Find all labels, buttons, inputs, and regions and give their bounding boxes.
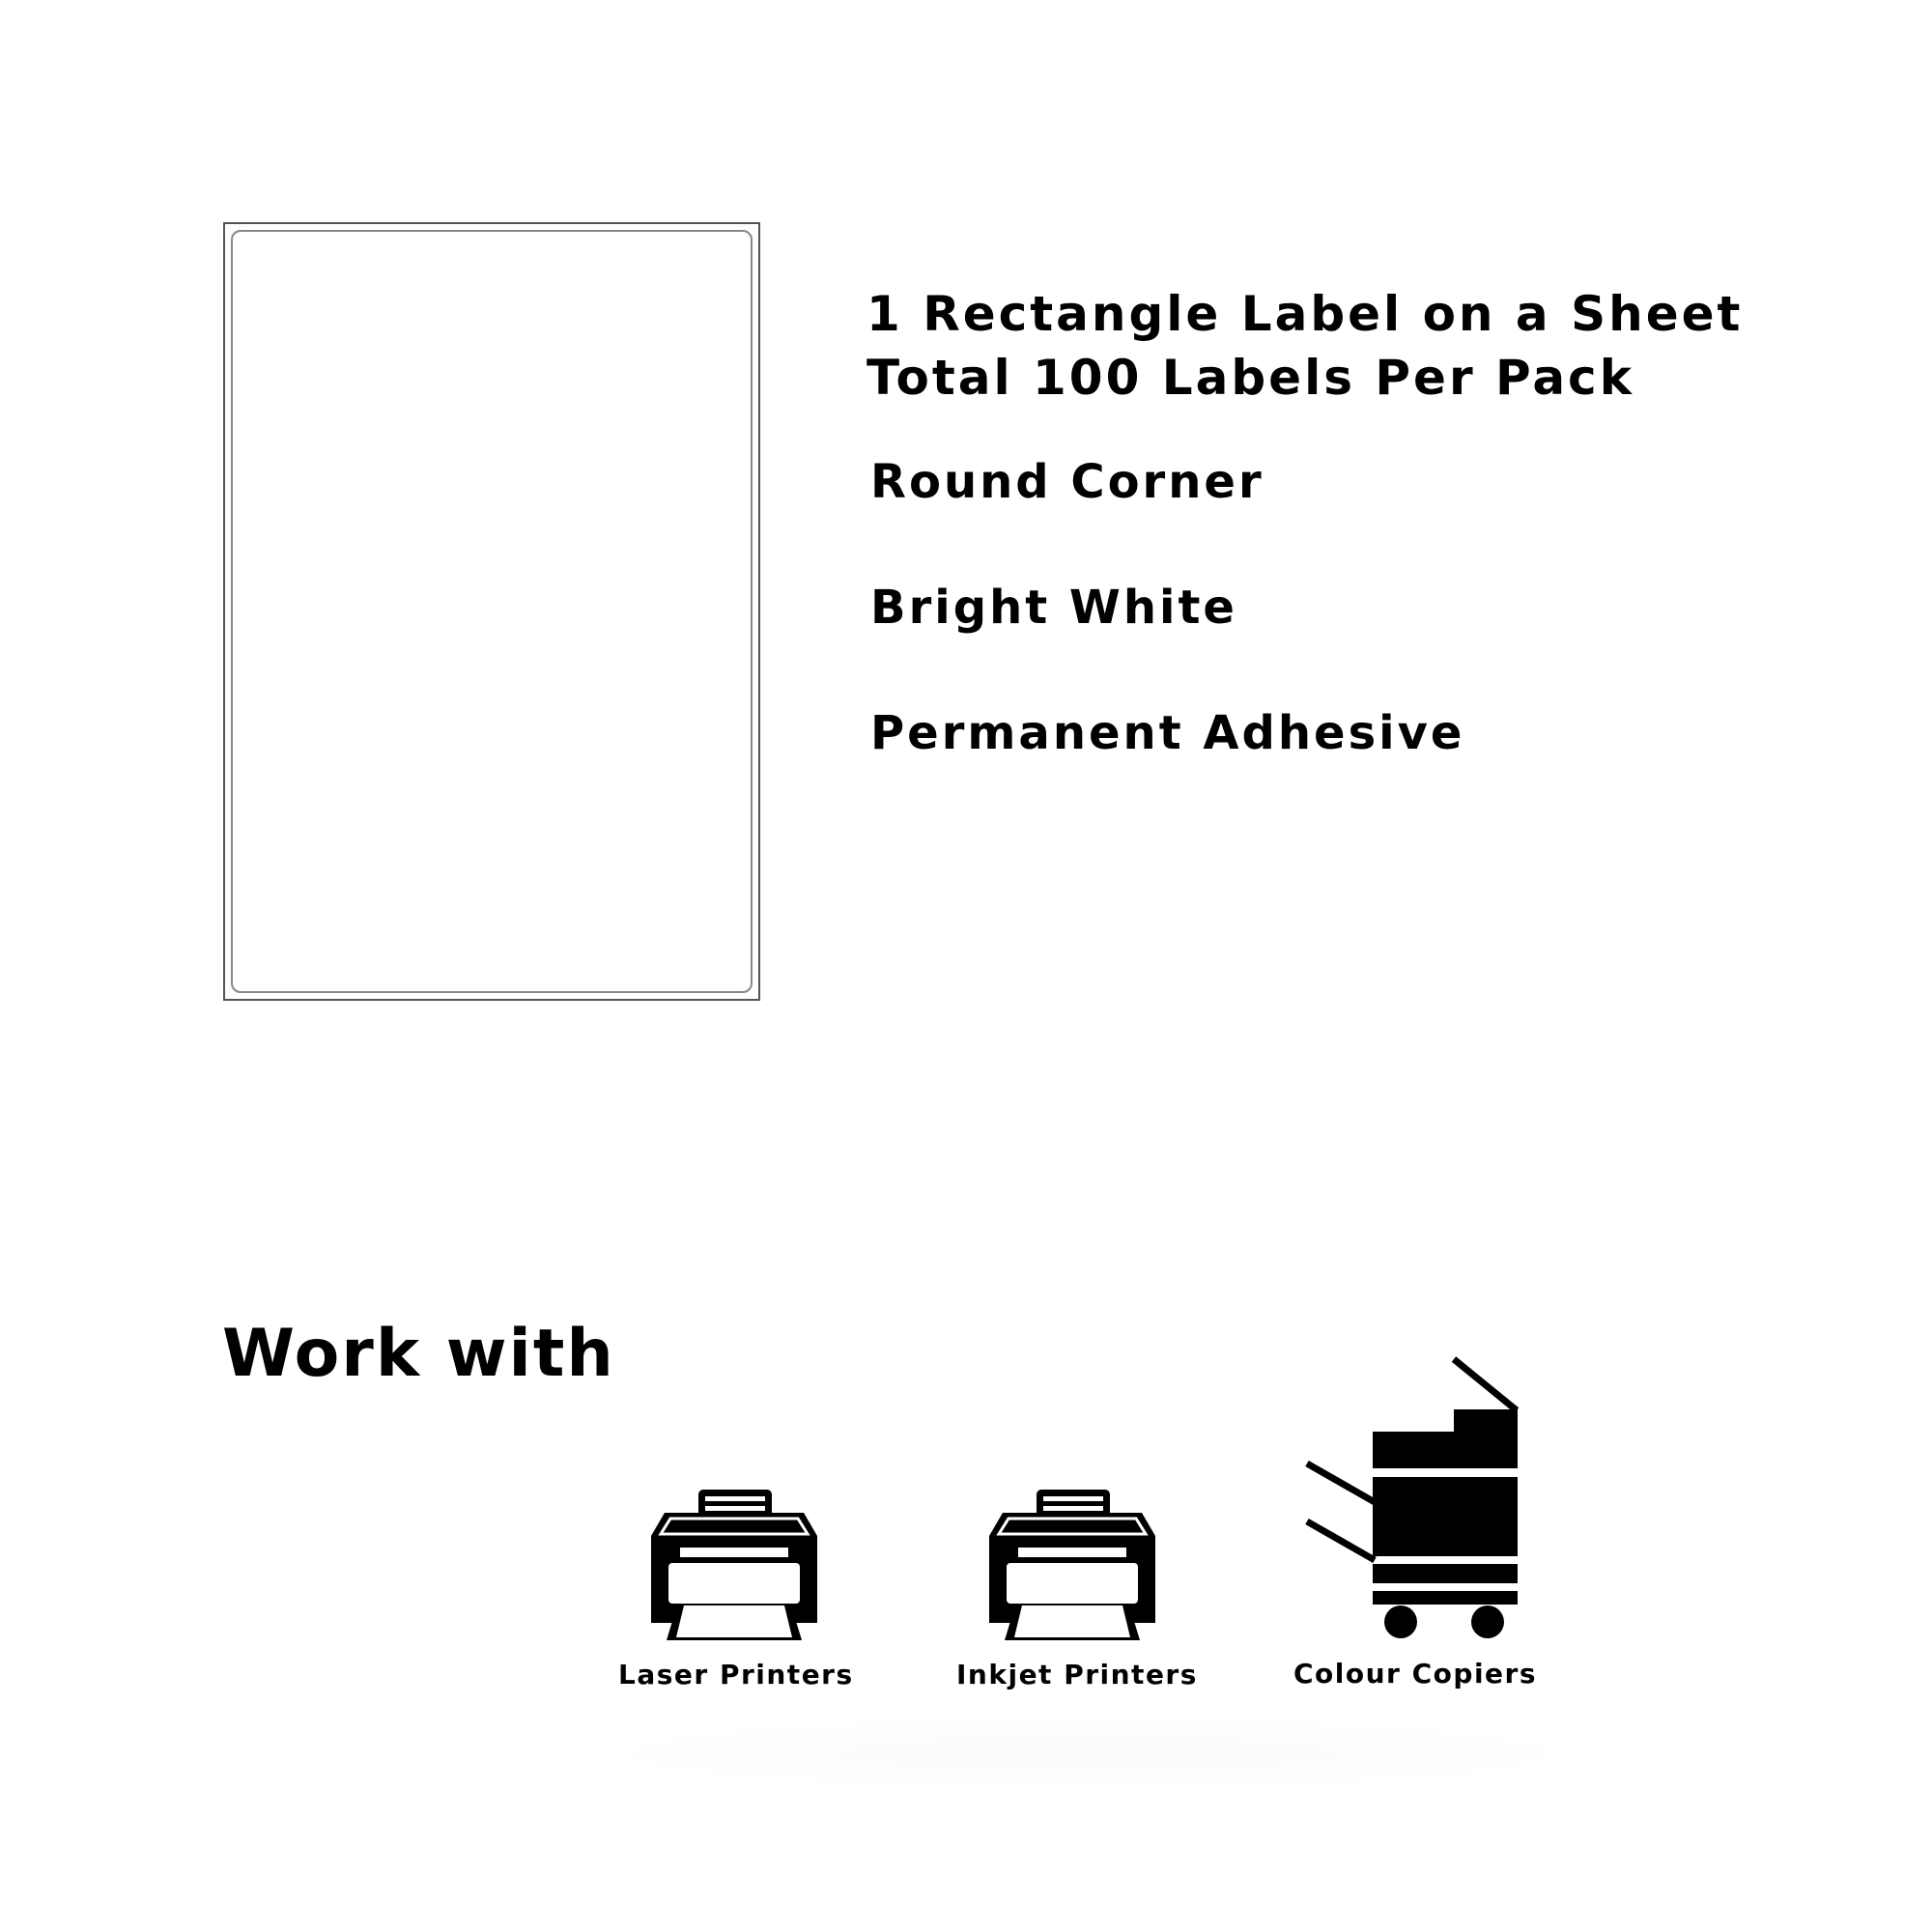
- icon-shadow: [575, 1715, 1604, 1792]
- work-with-heading: Work with: [222, 1316, 615, 1392]
- printer-icon: [647, 1488, 821, 1642]
- device-inkjet-printers: [956, 1488, 1198, 1692]
- headline-line-2: Total 100 Labels Per Pack: [867, 350, 1634, 406]
- device-label-laser: Laser Printers: [618, 1659, 854, 1690]
- printer-icon: [985, 1488, 1159, 1642]
- device-laser-printers: [618, 1488, 854, 1692]
- device-label-inkjet: Inkjet Printers: [956, 1659, 1198, 1690]
- feature-permanent-adhesive: Permanent Adhesive: [870, 706, 1465, 760]
- copier-icon: [1299, 1348, 1531, 1647]
- feature-bright-white: Bright White: [870, 581, 1237, 635]
- device-label-copier: Colour Copiers: [1293, 1658, 1537, 1690]
- product-headline: [867, 282, 1743, 410]
- label-sheet-preview: [223, 222, 760, 1001]
- rectangle-label-outline: [231, 230, 753, 993]
- feature-round-corner: Round Corner: [870, 455, 1264, 509]
- headline-line-1: 1 Rectangle Label on a Sheet: [867, 286, 1744, 342]
- device-colour-copiers: [1275, 1348, 1555, 1691]
